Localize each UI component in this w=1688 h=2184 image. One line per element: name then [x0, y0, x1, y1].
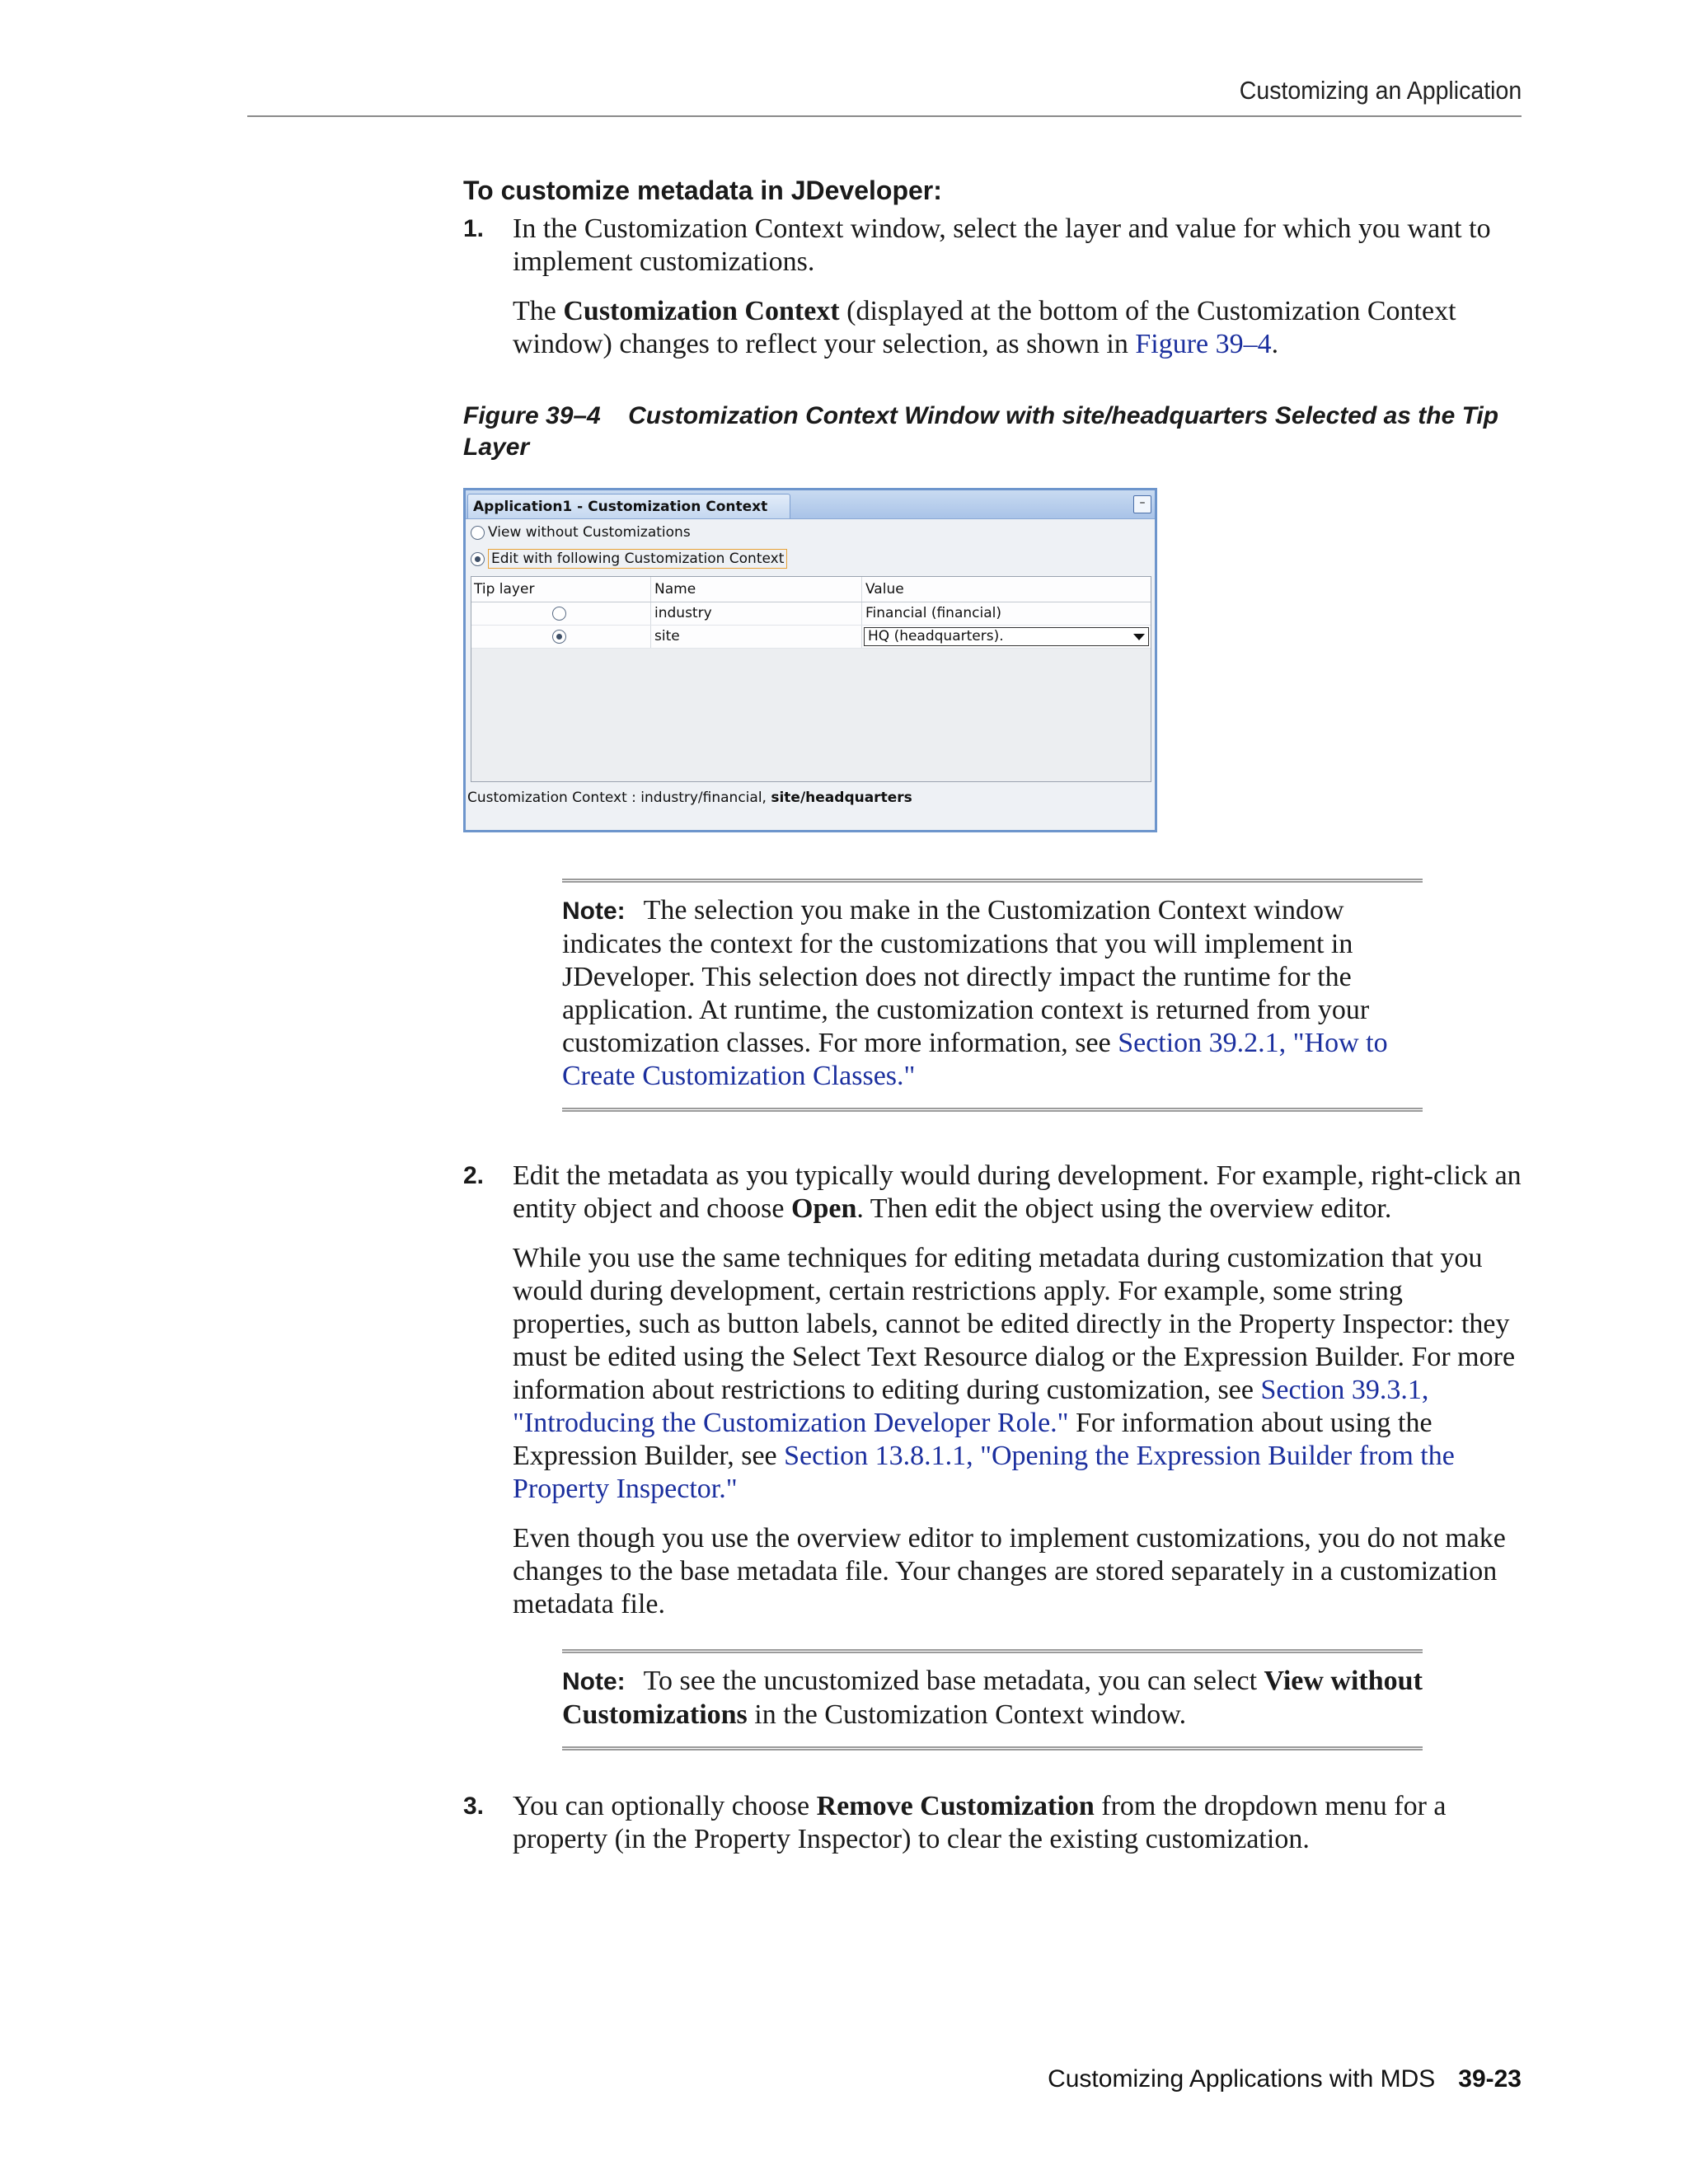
- step-number: 2.: [463, 1162, 485, 1189]
- figure-link[interactable]: Figure 39–4: [1135, 329, 1272, 359]
- value-dropdown[interactable]: [864, 627, 1149, 646]
- customization-context-status: Customization Context : industry/financial, site/headquarters: [467, 790, 912, 806]
- customization-context-window: [463, 488, 1157, 832]
- note-label: Note:: [562, 898, 626, 925]
- table-header: [471, 577, 1151, 602]
- footer-title: Customizing Applications with MDS: [1048, 2065, 1436, 2093]
- step-paragraph: The Customization Context (displayed at the bottom of the Customization Context window) changes to reflect your selection, as shown in Figure 39–4.: [513, 296, 1456, 359]
- section-link[interactable]: Section 39.2.1, "How to Create Customization Classes.": [562, 1028, 1388, 1091]
- figure-caption-text: Customization Context Window with site/headquarters Selected as the Tip Layer: [463, 402, 1499, 461]
- table-row[interactable]: [471, 602, 1151, 626]
- step-text: In the Customization Context window, select the layer and value for which you want to implement customizations.: [513, 213, 1491, 277]
- chevron-down-icon[interactable]: [1133, 634, 1145, 640]
- note-box: Note: To see the uncustomized base metadata, you can select View without Customizations in the Customization Context window.: [562, 1649, 1423, 1750]
- figure-caption-label: Figure 39–4: [463, 402, 601, 429]
- radio-label: Edit with following Customization Context: [488, 549, 787, 569]
- column-header-value[interactable]: Value: [865, 581, 904, 598]
- dropdown-value: HQ (headquarters).: [868, 628, 1004, 644]
- main-content: [463, 171, 1526, 1872]
- status-bold: site/headquarters: [771, 790, 912, 806]
- value-cell: [862, 626, 1151, 648]
- section-link[interactable]: Section 39.3.1, "Introducing the Customization Developer Role.": [513, 1375, 1429, 1438]
- step-text: Edit the metadata as you typically would during development. For example, right-click an entity object and choose Open. Then edit the object using the overview editor.: [513, 1160, 1522, 1224]
- name-cell: site: [651, 626, 862, 648]
- value-cell[interactable]: Financial (financial): [865, 605, 1001, 621]
- step-1: [463, 213, 1526, 361]
- radio-unchecked-icon[interactable]: [471, 526, 485, 540]
- step-number: 3.: [463, 1793, 485, 1820]
- step-paragraph: Even though you use the overview editor to implement customizations, you do not make changes to the base metadata file. Your changes are stored separately in a customization metadata file.: [513, 1523, 1506, 1619]
- table-row[interactable]: [471, 626, 1151, 649]
- radio-label: View without Customizations: [488, 524, 691, 541]
- customization-table: [471, 576, 1151, 782]
- note-box: [562, 879, 1423, 1112]
- ui-term: View without Customizations: [562, 1666, 1423, 1730]
- name-cell: industry: [651, 602, 862, 625]
- ui-term: Customization Context: [563, 296, 840, 326]
- step-3: [463, 1790, 1526, 1856]
- figure-caption: [463, 401, 1526, 463]
- radio-checked-icon[interactable]: [552, 630, 566, 644]
- radio-unchecked-icon[interactable]: [552, 607, 566, 621]
- ui-term: Open: [791, 1193, 857, 1224]
- tip-layer-cell: [471, 602, 651, 625]
- ui-term: Remove Customization: [816, 1791, 1095, 1821]
- step-2: [463, 1160, 1526, 1621]
- running-header: Customizing an Application: [1239, 76, 1522, 105]
- column-header-name[interactable]: Name: [651, 577, 862, 602]
- step-paragraph: While you use the same techniques for editing metadata during customization that you would during development, certain restrictions apply. For example, some string properties, such as button labels, cannot be edited directly in the Property Inspector: they must be edited using the Select Text Resource dialog or the Expression Builder. For more information about restrictions to editing during customization, see Section 39.3.1, "Introducing the Customization Developer Role." For information about using the Expression Builder, see Section 13.8.1.1, "Opening the Expression Builder from the Property Inspector.": [513, 1243, 1516, 1504]
- running-footer: [1048, 2065, 1522, 2093]
- procedure-title: To customize metadata in JDeveloper:: [463, 176, 942, 205]
- column-header-tip-layer[interactable]: Tip layer: [471, 577, 651, 602]
- step-text: You can optionally choose Remove Customization from the dropdown menu for a property (in the Property Inspector) to clear the existing customization.: [513, 1791, 1447, 1854]
- radio-view-without-customizations[interactable]: [466, 519, 1155, 546]
- radio-checked-icon[interactable]: [471, 552, 485, 566]
- note-text: The selection you make in the Customization Context window indicates the context for the customizations that you will implement in JDeveloper. This selection does not directly impact the runtime for the application. At runtime, the customization context is returned from your customization classes. For more information, see: [562, 895, 1370, 1058]
- page-number: 39-23: [1458, 2065, 1522, 2093]
- window-titlebar: [466, 490, 1155, 519]
- header-rule: [247, 115, 1522, 117]
- minimize-icon[interactable]: –: [1133, 495, 1151, 513]
- section-link[interactable]: Section 13.8.1.1, "Opening the Expression Builder from the Property Inspector.": [513, 1441, 1455, 1504]
- tip-layer-cell: [471, 626, 651, 648]
- window-tab[interactable]: Application1 - Customization Context: [467, 494, 790, 518]
- radio-edit-with-context[interactable]: [466, 546, 1155, 572]
- step-number: 1.: [463, 215, 485, 242]
- note-label: Note:: [562, 1668, 626, 1695]
